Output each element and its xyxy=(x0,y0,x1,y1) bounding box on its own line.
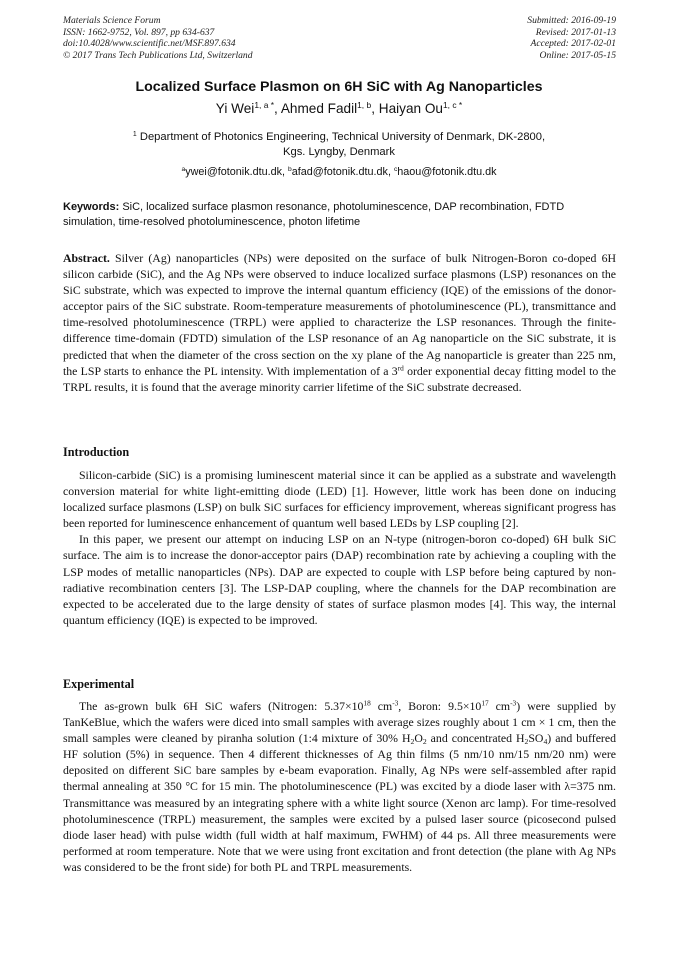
text-run: , Boron: 9.5×10 xyxy=(398,699,482,713)
text-run: ) were supplied by TanKeBlue, which the wafers were diced into small samples with average sizes roughly about 1 cm × 1 cm, then the small samples were cleaned by piranha solution (1:4 mixture of 30% H xyxy=(63,699,616,746)
email-link[interactable]: haou@fotonik.dtu.dk xyxy=(397,166,497,178)
author-affiliation-mark: 1, a * xyxy=(254,99,274,110)
author-affiliation-mark: 1, b xyxy=(357,99,372,110)
revised-date: Revised: 2017-01-13 xyxy=(535,26,616,38)
introduction-body xyxy=(63,467,616,628)
text-run: SO xyxy=(528,731,544,746)
subscript: 2 xyxy=(410,737,415,747)
keywords xyxy=(63,200,616,231)
text-run: cm xyxy=(488,699,511,713)
author-name: Yi Wei xyxy=(215,101,255,116)
email-mark: c xyxy=(393,165,398,173)
online-date: Online: 2017-05-15 xyxy=(539,49,616,61)
keywords-label: Keywords: xyxy=(63,201,120,213)
paper-title: Localized Surface Plasmon on 6H SiC with Ag Nanoparticles xyxy=(135,79,543,95)
abstract xyxy=(63,250,616,395)
exponent: -3 xyxy=(392,698,399,708)
email-link[interactable]: ywei@fotonik.dtu.dk xyxy=(185,166,283,178)
text-run: cm xyxy=(370,699,393,713)
publication-dates xyxy=(527,15,616,61)
email-link[interactable]: afad@fotonik.dtu.dk xyxy=(291,166,388,178)
affiliation xyxy=(90,130,588,160)
text-run: O xyxy=(414,731,423,746)
ordinal-suffix: rd xyxy=(397,363,404,373)
paragraph xyxy=(63,698,616,875)
text-run: ) and buffered HF solution (5%) in sequence. Then 4 different thicknesses of Ag thin films (5 nm/10 nm/15 nm/20 nm) were deposited on different SiC bare samples by e-beam evaporation. Finally, Ag NPs were self-assembled after rapid thermal annealing at 350 °C for 15 min. The photoluminescence (PL) was excited by a diode laser with λ=375 nm. Transmittance was measured by an integrating sphere with a white light source (Xenon arc lamp). For time-resolved photoluminescence (TRPL) measurement, the samples were excited by a pulsed laser source (picosecond pulsed diode laser head) with pulse width (full width at half maximum, FWHM) of 44 ps. All three measurements were performed at room temperature. Note that we were using front excitation and front detection (the plane with Ag NPs was considered to be the front side) for both PL and TRPL measurements. xyxy=(63,731,616,874)
email-mark: b xyxy=(288,165,292,173)
subscript: 4 xyxy=(543,737,548,747)
section-heading-introduction: Introduction xyxy=(63,445,130,459)
experimental-body xyxy=(63,698,616,875)
abstract-text: order exponential decay fitting model to the TRPL results, it is found that the average minority carrier lifetime of the SiC substrate decreased. xyxy=(63,363,617,394)
email-mark: a xyxy=(181,165,186,173)
text-run: The as-grown bulk 6H SiC wafers (Nitrogen: 5.37×10 xyxy=(79,699,364,713)
doi: doi:10.4028/www.scientific.net/MSF.897.634 xyxy=(63,38,236,50)
text-run: and concentrated H xyxy=(426,731,525,746)
journal-info xyxy=(63,15,253,61)
paragraph: Silicon-carbide (SiC) is a promising luminescent material since it can be applied as a substrate and wavelength conversion material for white light-emitting diode (LED) [1]. However, little work has been done on inducing localized surface plasmons (LSP) on bulk SiC surfaces for efficiency improvement, whereas significant progress has been reported for luminescence enhancement of quantum well based LEDs by LSP coupling [2]. xyxy=(63,468,616,531)
author-name: Haiyan Ou xyxy=(378,101,443,116)
subscript: 2 xyxy=(524,737,529,747)
affiliation-line: Department of Photonics Engineering, Technical University of Denmark, DK-2800, xyxy=(139,131,546,143)
copyright: © 2017 Trans Tech Publications Ltd, Switzerland xyxy=(63,49,253,61)
author-name: Ahmed Fadil xyxy=(280,101,358,116)
keywords-text: SiC, localized surface plasmon resonance, photoluminescence, DAP recombination, FDTD simulation, time-resolved photoluminescence, photon lifetime xyxy=(63,201,565,229)
journal-name: Materials Science Forum xyxy=(63,15,161,26)
issn: ISSN: 1662-9752, Vol. 897, pp 634-637 xyxy=(63,26,215,38)
affiliation-mark: 1 xyxy=(132,130,137,138)
subscript: 2 xyxy=(422,737,427,747)
author-list: Yi Wei$^{1, a *}$, Ahmed Fadil$^{1, b}$, Haiyan $Ou^{1, c *}$ xyxy=(215,99,463,116)
paragraph: In this paper, we present our attempt on inducing LSP on an N-type (nitrogen-boron co-doped) 6H bulk SiC surface. The aim is to increase the donor-acceptor pairs (DAP) recombination rate by achieving a coupling with the LSP modes of metallic nanoparticles (NPs). DAP are expected to couple with LSP before being captured by non-radiative recombination centers [3]. The LSP-DAP coupling, where the channels for the DAP recombination are expected to be accelerated due to the large density of states of surface plasmon modes [4]. This way, the internal quantum efficiency (IQE) is expected to be improved. xyxy=(63,532,616,627)
exponent: 18 xyxy=(363,698,371,708)
section-heading-experimental: Experimental xyxy=(63,677,135,691)
accepted-date: Accepted: 2017-02-01 xyxy=(530,38,616,50)
affiliation-line: Kgs. Lyngby, Denmark xyxy=(283,146,395,158)
abstract-text: Silver (Ag) nanoparticles (NPs) were deposited on the surface of bulk Nitrogen-Boron co-doped 6H silicon carbide (SiC), and the Ag NPs were observed to induce localized surface plasmons (LSP) resonances on the SiC substrate, which was expected to improve the internal quantum efficiency (IQE) of the emissions of the donor-acceptor pairs of the SiC substrate. Room-temperature measurements of photoluminescence (PL), transmittance and time-resolved photoluminescence (TRPL) were applied to characterize the LSP resonances. Through the finite-difference time-domain (FDTD) simulation of the LSP resonance of an Ag nanoparticle on the SiC substrate, it is predicted that when the diameter of the cross section on the xy plane of the Ag nanoparticle is greater than 225 nm, the LSP starts to enhance the PL intensity. With implementation of a 3 xyxy=(63,251,616,378)
author-affiliation-mark: 1, c * xyxy=(442,99,463,110)
submitted-date: Submitted: 2016-09-19 xyxy=(527,15,616,26)
email-list: $^a$ywei@fotonik.dtu.dk, $^b$afad@fotonik.dtu.dk, $^c$haou@fotonik.dtu.dk xyxy=(181,165,497,178)
exponent: 17 xyxy=(481,698,489,708)
abstract-label: Abstract. xyxy=(63,251,110,265)
exponent: -3 xyxy=(510,698,517,708)
